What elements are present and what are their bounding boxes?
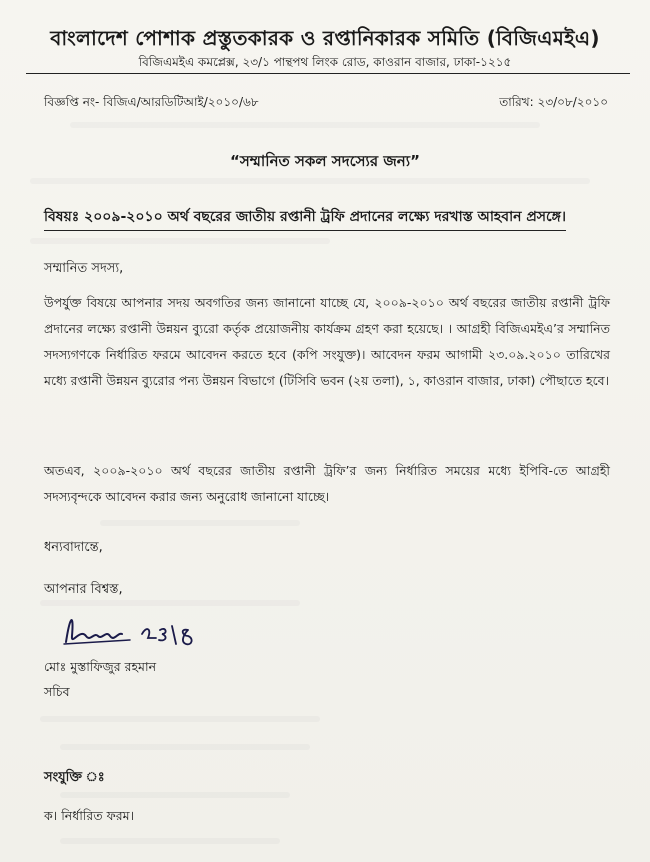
header-divider bbox=[26, 73, 630, 74]
organization-address: বিজিএমইএ কমপ্লেক্স, ২৩/১ পান্থপথ লিংক রোড, কাওরান বাজার, ঢাকা-১২১৫ bbox=[138, 55, 512, 69]
body-paragraph-2: অতএব, ২০০৯-২০১০ অর্থ বছরের জাতীয় রপ্তানী ট্রফি’র জন্য নির্ধারিত সময়ের মধ্যে ইপিবি-তে আগ্রহী সদস্যবৃন্দকে আবেদন করার জন্য অনুরোধ জানানো যাচ্ছে। bbox=[44, 463, 610, 504]
audience-heading: “সম্মানিত সকল সদস্যের জন্য” bbox=[230, 152, 420, 170]
enclosure-item: ক। নির্ধারিত ফরম। bbox=[44, 808, 135, 823]
reference-number: বিজ্ঞপ্তি নং- বিজিএ/আরডিটিআই/২০১০/৬৮ bbox=[44, 95, 259, 109]
closing-phrase: ধন্যবাদান্তে, bbox=[44, 540, 103, 555]
salutation: সম্মানিত সদস্য, bbox=[44, 261, 124, 276]
body-paragraph-1: উপর্যুক্ত বিষয়ে আপনার সদয় অবগতির জন্য জানানো যাচ্ছে যে, ২০০৯-২০১০ অর্থ বছরের জাতীয় রপ্তানী ট্রফি প্রদানের লক্ষ্যে রপ্তানী উন্নয়ন ব্যুরো কর্তৃক প্রয়োজনীয় কার্যক্রম গ্রহণ করা হয়েছে। । আগ্রহী বিজিএমইএ’র সম্মানিত সদস্যগণকে নির্ধারিত ফরমে আবেদন করতে হবে (কপি সংযুক্ত)। আবেদন ফরম আগামী ২৩.০৯.২০১০ তারিখের মধ্যে রপ্তানী উন্নয়ন ব্যুরোর পন্য উন্নয়ন বিভাগে (টিসিবি ভবন (২য় তলা), ১, কাওরান বাজার, ঢাকা) পৌছাতে হবে। bbox=[44, 295, 610, 388]
handwritten-signature bbox=[60, 606, 210, 654]
organization-name: বাংলাদেশ পোশাক প্রস্তুতকারক ও রপ্তানিকারক সমিতি (বিজিএমইএ) bbox=[50, 26, 600, 50]
letter-date: তারিখ: ২৩/০৮/২০১০ bbox=[499, 95, 608, 109]
signer-title: সচিব bbox=[44, 684, 70, 699]
signer-name: মোঃ মুস্তাফিজুর রহমান bbox=[44, 659, 157, 674]
valediction: আপনার বিশ্বস্ত, bbox=[44, 582, 123, 597]
subject-line: বিষয়ঃ ২০০৯-২০১০ অর্থ বছরের জাতীয় রপ্তানী ট্রফি প্রদানের লক্ষ্যে দরখাস্ত আহবান প্রসঙ্গে। bbox=[44, 205, 566, 231]
enclosure-heading: সংযুক্তি ঃ bbox=[44, 770, 105, 785]
